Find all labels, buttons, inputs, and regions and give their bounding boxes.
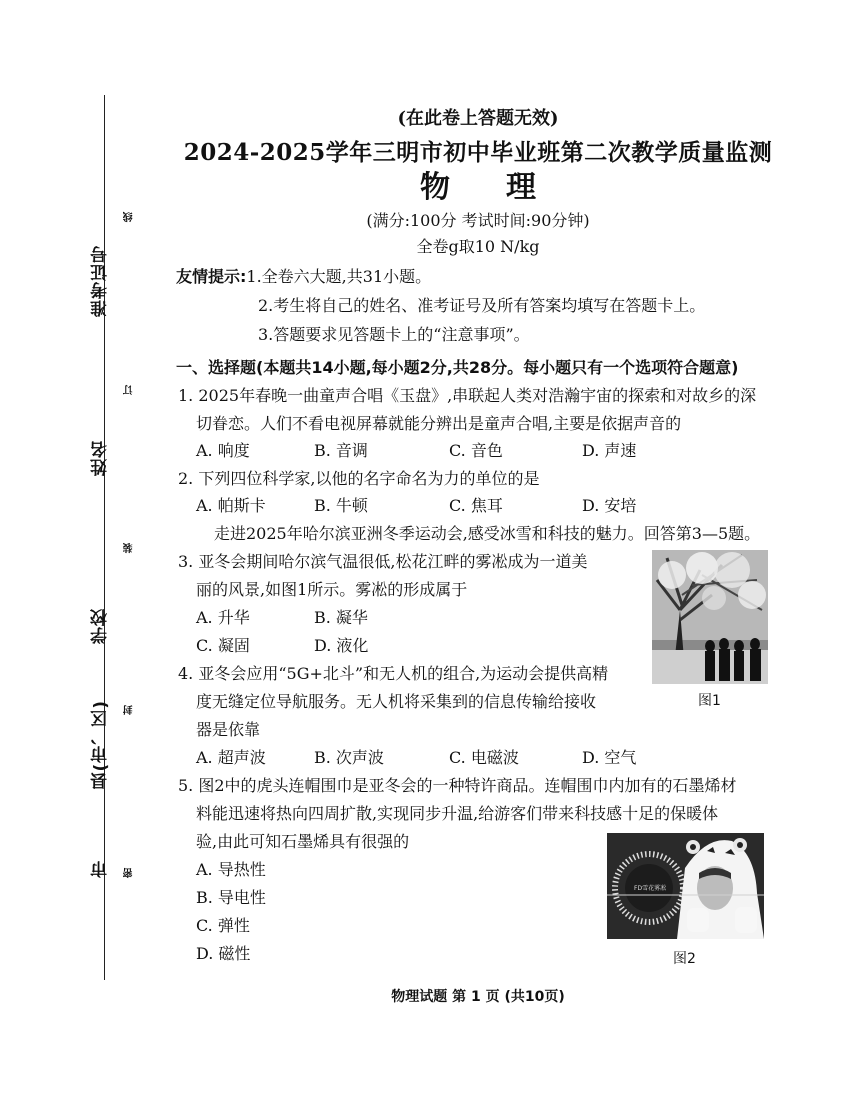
seal-mark-line: 线 (124, 212, 135, 222)
exam-title: 2024-2025学年三明市初中毕业班第二次教学质量监测 (183, 139, 773, 166)
figure-1-caption: 图1 (698, 693, 721, 709)
q3-line-1: 3. 亚冬会期间哈尔滨气温很低,松花江畔的雾凇成为一道美 (178, 552, 588, 571)
q4-line-1: 4. 亚冬会应用“5G+北斗”和无人机的组合,为运动会提供高精 (178, 664, 609, 683)
q1-line-2: 切眷恋。人们不看电视屏幕就能分辨出是童声合唱,主要是依据声音的 (196, 414, 682, 433)
q4-line-3: 器是依靠 (196, 720, 261, 739)
ticket-number-label: 准考证号 (91, 245, 111, 317)
q3-option-c: C. 凝固 (196, 636, 250, 655)
friendly-tips (176, 262, 705, 349)
q1-option-b: B. 音调 (314, 441, 368, 460)
figure-2-signage: FD雪花雾凇 (634, 885, 667, 892)
q1-option-a: A. 响度 (196, 441, 250, 460)
q3-5-intro: 走进2025年哈尔滨亚洲冬季运动会,感受冰雪和科技的魅力。回答第3—5题。 (214, 524, 761, 543)
city-blank (104, 885, 105, 980)
q4-option-a: A. 超声波 (196, 748, 266, 767)
figure-2-scarf-photo (607, 833, 764, 939)
q3-option-a: A. 升华 (196, 608, 250, 627)
q5-option-d: D. 磁性 (196, 944, 251, 963)
school-label: 学校 (91, 608, 111, 644)
q2-option-d: D. 安培 (582, 496, 637, 515)
q3-option-b: B. 凝华 (314, 608, 368, 627)
q2-option-a: A. 帕斯卡 (196, 496, 266, 515)
section-1-heading: 一、选择题(本题共14小题,每小题2分,共28分。每小题只有一个选项符合题意) (176, 358, 739, 377)
score-time-info: (满分:100分 考试时间:90分钟) (366, 211, 590, 230)
q1-option-d: D. 声速 (582, 441, 637, 460)
q4-option-c: C. 电磁波 (449, 748, 519, 767)
name-blank (104, 345, 105, 440)
q4-line-2: 度无缝定位导航服务。无人机将采集到的信息传输给接收 (196, 692, 597, 711)
page-footer: 物理试题 第 1 页 (共10页) (391, 989, 565, 1005)
tip-line-2: 2.考生将自己的姓名、准考证号及所有答案均填写在答题卡上。 (258, 296, 706, 315)
tip-1-text: 1.全卷六大题,共31小题。 (246, 267, 432, 286)
q5-line-3: 验,由此可知石墨烯具有很强的 (196, 832, 410, 851)
seal-mark-ding: 订 (124, 385, 135, 395)
figure-2-caption: 图2 (673, 951, 696, 967)
seal-mark-mi: 密 (124, 868, 135, 878)
seal-mark-zhuang: 装 (124, 543, 135, 553)
invalid-answer-note: (在此卷上答题无效) (397, 108, 559, 129)
q5-line-2: 料能迅速将热向四周扩散,实现同步升温,给游客们带来科技感十足的保暖体 (196, 804, 719, 823)
tip-line-3: 3.答题要求见答题卡上的“注意事项”。 (258, 325, 530, 344)
g-value-note: 全卷g取10 N/kg (416, 237, 540, 256)
q5-option-b: B. 导电性 (196, 888, 266, 907)
city-label: 市 (91, 860, 111, 878)
q1-line-1: 1. 2025年春晚一曲童声合唱《玉盘》,串联起人类对浩瀚宇宙的探索和对故乡的深 (178, 386, 757, 405)
q2-line-1: 2. 下列四位科学家,以他的名字命名为力的单位的是 (178, 469, 540, 488)
tiger-scarf-image (607, 833, 764, 939)
q3-option-d: D. 液化 (314, 636, 369, 655)
q4-option-b: B. 次声波 (314, 748, 384, 767)
q4-option-d: D. 空气 (582, 748, 637, 767)
name-label: 姓名 (91, 440, 111, 476)
seal-mark-feng: 封 (124, 705, 135, 715)
q5-option-c: C. 弹性 (196, 916, 250, 935)
rime-tree-image (652, 550, 768, 684)
tips-lead: 友情提示: (176, 267, 247, 286)
county-label: 县(市、区) (91, 700, 111, 790)
q2-option-b: B. 牛顿 (314, 496, 368, 515)
ticket-blank (104, 95, 105, 245)
subject-title: 物理 (420, 170, 592, 205)
tip-line-1 (176, 262, 705, 291)
q1-option-c: C. 音色 (449, 441, 503, 460)
q5-line-1: 5. 图2中的虎头连帽围巾是亚冬会的一种特许商品。连帽围巾内加有的石墨烯材 (178, 776, 737, 795)
q2-option-c: C. 焦耳 (449, 496, 503, 515)
q3-line-2: 丽的风景,如图1所示。雾凇的形成属于 (196, 580, 468, 599)
q5-option-a: A. 导热性 (196, 860, 266, 879)
county-blank (104, 800, 105, 855)
figure-1-rime-photo (652, 550, 768, 684)
school-blank (104, 505, 105, 605)
